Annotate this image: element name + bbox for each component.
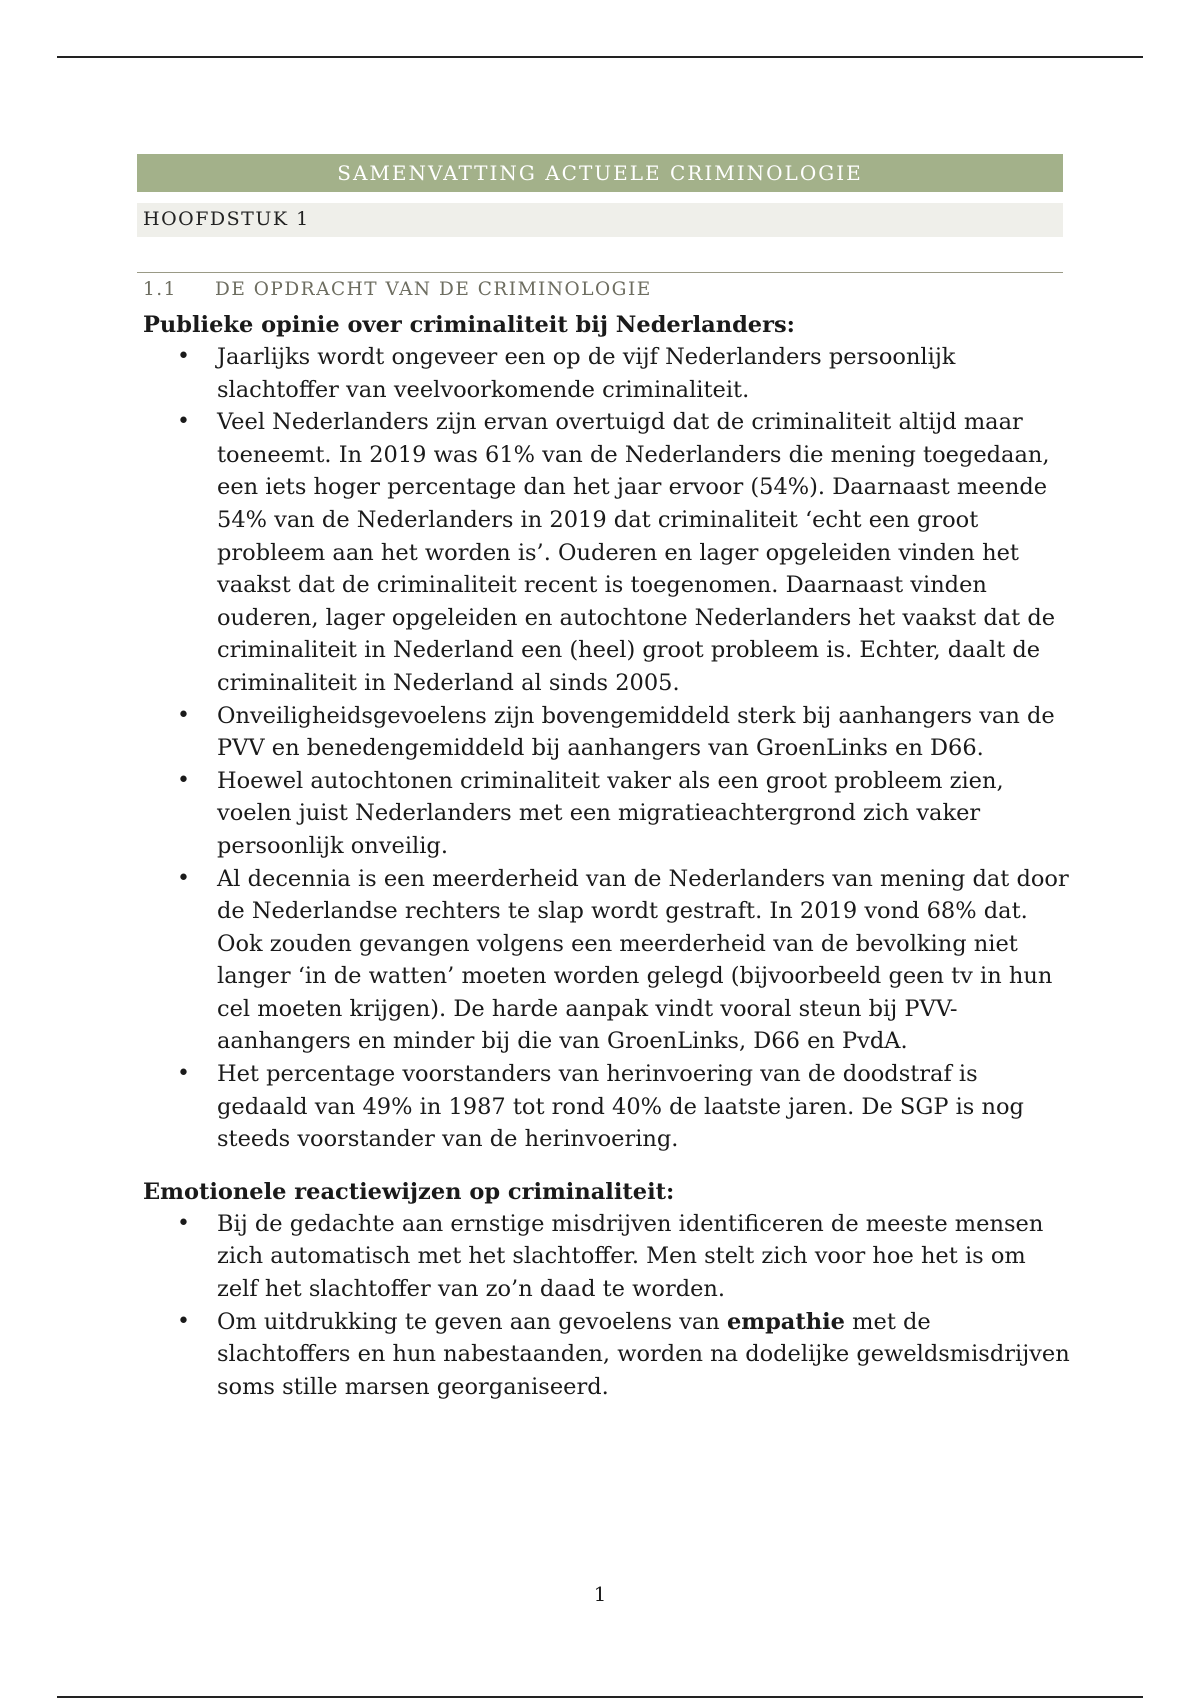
bullet-icon: • (177, 1210, 190, 1236)
list-item: • Al decennia is een meerderheid van de Nederlanders van mening dat door de Nederlandse rechters te slap wordt gestraft. In 2019 vond 68% dat. Ook zouden gevangen volgens een meerderheid van de bevolking niet langer ‘in de watten’ moeten worden gelegd (bijvoorbeeld geen tv in hun cel moeten krijgen). De harde aanpak vindt vooral steun bij PVV-aanhangers en minder bij die van GroenLinks, D66 en PvdA. (137, 863, 1071, 1059)
bullet-icon: • (177, 1308, 190, 1334)
bullet-icon: • (177, 702, 190, 728)
bullet-list-public-opinion (137, 341, 1069, 1156)
bullet-icon: • (177, 409, 190, 435)
section-number: 1.1 (143, 279, 177, 300)
chapter-heading: HOOFDSTUK 1 (137, 203, 1063, 237)
list-item: • Jaarlijks wordt ongeveer een op de vijf Nederlanders persoonlijk slachtoffer van veelvoorkomende criminaliteit. (137, 341, 1071, 406)
header-rule (57, 56, 1143, 58)
bullet-icon: • (177, 1061, 190, 1087)
bullet-list-emotional-reactions (137, 1208, 1070, 1404)
bullet-icon: • (177, 865, 190, 891)
emphasis-term: empathie (726, 1308, 846, 1335)
bullet-icon: • (177, 767, 190, 793)
footer-rule (57, 1696, 1143, 1698)
list-item: • Om uitdrukking te geven aan gevoelens van empathie met de slachtoffers en hun nabestaanden, worden na dodelijke geweldsmisdrijven soms stille marsen georganiseerd. (137, 1306, 1071, 1404)
list-item: • Bij de gedachte aan ernstige misdrijven identificeren de meeste mensen zich automatisch met het slachtoffer. Men stelt zich voor hoe het is om zelf het slachtoffer van zo’n daad te worden. (137, 1208, 1071, 1306)
section-heading (137, 272, 1063, 303)
list-item: • Hoewel autochtonen criminaliteit vaker als een groot probleem zien, voelen juist Nederlanders met een migratieachtergrond zich vaker persoonlijk onveilig. (137, 765, 1071, 863)
subheading-public-opinion: Publieke opinie over criminaliteit bij Nederlanders: (143, 312, 795, 338)
subheading-emotional-reactions: Emotionele reactiewijzen op criminaliteit: (143, 1178, 675, 1205)
bullet-icon: • (177, 344, 190, 369)
document-title: SAMENVATTING ACTUELE CRIMINOLOGIE (137, 154, 1063, 192)
list-item: • Veel Nederlanders zijn ervan overtuigd dat de criminaliteit altijd maar toeneemt. In 2019 was 61% van de Nederlanders die mening toegedaan, een iets hoger percentage dan het jaar ervoor (54%). Daarnaast meende 54% van de Nederlanders in 2019 dat criminaliteit ‘echt een groot probleem aan het worden is’. Ouderen en lager opgeleiden vinden het vaakst dat de criminaliteit recent is toegenomen. Daarnaast vinden ouderen, lager opgeleiden en autochtone Nederlanders het vaakst dat de criminaliteit in Nederland een (heel) groot probleem is. Echter, daalt de criminaliteit in Nederland al sinds 2005. (137, 406, 1071, 699)
section-title: DE OPDRACHT VAN DE CRIMINOLOGIE (215, 279, 652, 300)
list-item: • Onveiligheidsgevoelens zijn bovengemiddeld sterk bij aanhangers van de PVV en benedengemiddeld bij aanhangers van GroenLinks en D66. (137, 700, 1071, 765)
list-item: • Het percentage voorstanders van herinvoering van de doodstraf is gedaald van 49% in 1987 tot rond 40% de laatste jaren. De SGP is nog steeds voorstander van de herinvoering. (137, 1058, 1071, 1156)
page-content (137, 154, 1070, 1403)
page-number: 1 (593, 1582, 607, 1606)
